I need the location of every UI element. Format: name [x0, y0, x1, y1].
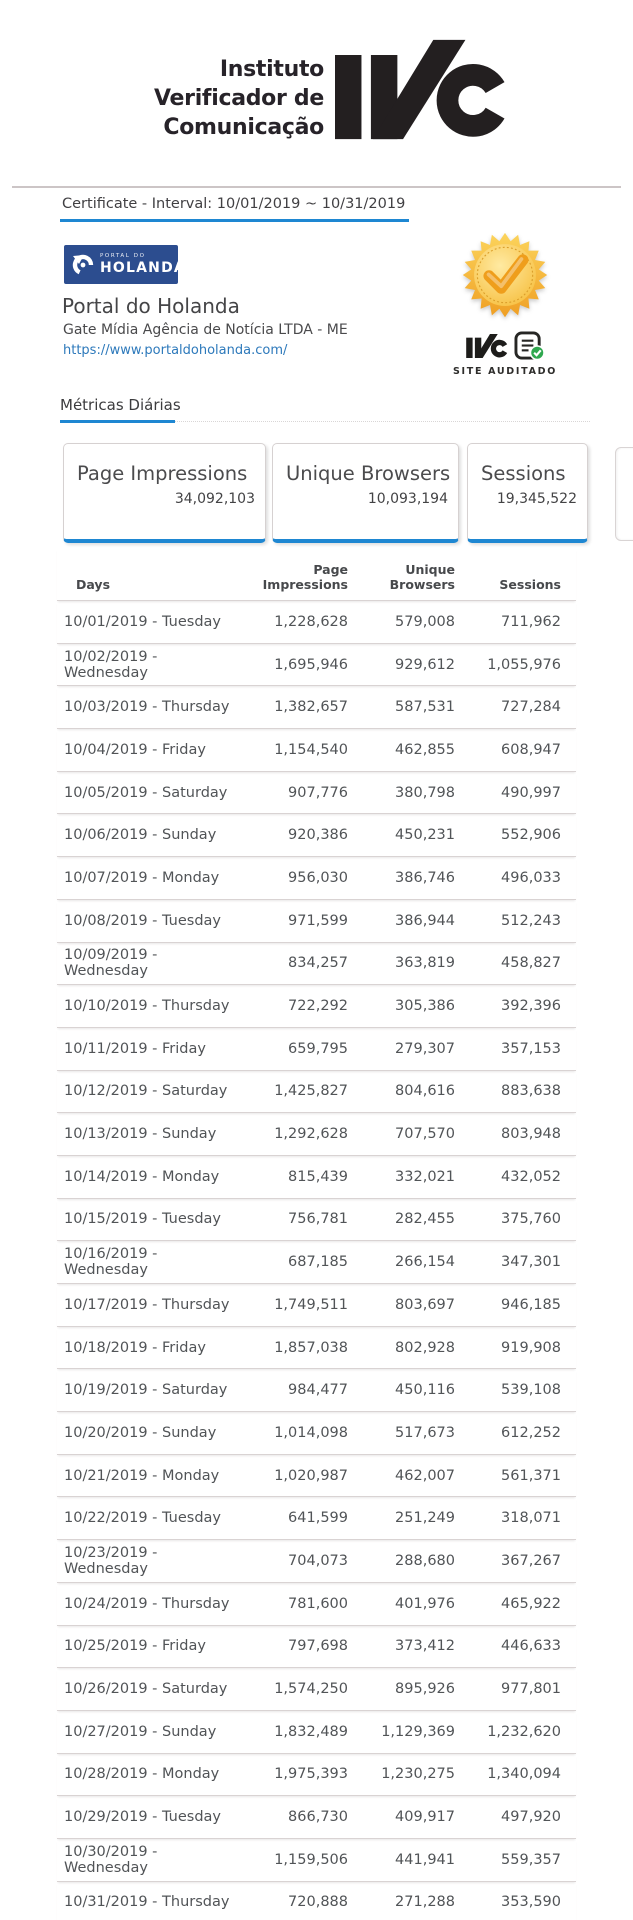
table-row	[57, 943, 576, 986]
row-value: 1,129,369	[381, 1723, 455, 1740]
row-day: 10/04/2019 - Friday	[64, 741, 206, 758]
certificate-title	[60, 193, 409, 222]
divider	[12, 186, 621, 188]
row-value: 1,574,250	[274, 1681, 348, 1698]
row-value: 929,612	[395, 656, 455, 673]
row-value: 984,477	[288, 1382, 348, 1399]
ivc-logo-text-line1: Instituto	[219, 57, 324, 82]
row-day: 10/07/2019 - Monday	[64, 869, 220, 886]
row-value: 704,073	[288, 1552, 348, 1569]
ivc-header-logo	[0, 38, 633, 142]
row-value: 392,396	[501, 998, 561, 1015]
row-day: 10/12/2019 - Saturday	[64, 1083, 228, 1100]
row-day: 10/15/2019 - Tuesday	[64, 1211, 222, 1228]
row-value: 496,033	[501, 869, 561, 886]
row-value: 895,926	[395, 1681, 455, 1698]
table-row	[57, 1156, 576, 1199]
row-value: 375,760	[501, 1211, 561, 1228]
row-value: 1,292,628	[274, 1126, 348, 1143]
row-value: 1,228,628	[274, 613, 348, 630]
row-value: 432,052	[501, 1168, 561, 1185]
row-value: 271,288	[395, 1894, 455, 1911]
row-value: 956,030	[288, 869, 348, 886]
table-row	[57, 1071, 576, 1114]
row-day: 10/02/2019 - Wednesday	[64, 648, 158, 681]
row-day: 10/18/2019 - Friday	[64, 1339, 206, 1356]
row-day: 10/05/2019 - Saturday	[64, 784, 228, 801]
holanda-swirl-icon	[71, 253, 95, 277]
row-value: 711,962	[501, 613, 561, 630]
ivc-seal-logo-icon	[466, 334, 508, 358]
row-value: 797,698	[288, 1638, 348, 1655]
col-header-page-impressions: Page Impressions	[262, 562, 348, 592]
ivc-logo-text-line2: Verificador de	[154, 86, 324, 111]
row-value: 367,267	[501, 1552, 561, 1569]
row-day: 10/11/2019 - Friday	[64, 1040, 206, 1057]
row-value: 883,638	[501, 1083, 561, 1100]
row-value: 1,055,976	[487, 656, 561, 673]
card-value: 34,092,103	[174, 491, 255, 507]
audited-document-icon	[514, 331, 545, 361]
table-row	[57, 772, 576, 815]
row-value: 552,906	[501, 827, 561, 844]
row-value: 401,976	[395, 1595, 455, 1612]
row-value: 803,697	[395, 1296, 455, 1313]
row-value: 490,997	[501, 784, 561, 801]
seal-brand-row	[450, 331, 560, 361]
row-value: 380,798	[395, 784, 455, 801]
table-row	[57, 857, 576, 900]
row-day: 10/24/2019 - Thursday	[64, 1595, 230, 1612]
row-value: 971,599	[288, 912, 348, 929]
site-company: Gate Mídia Agência de Notícia LTDA - ME	[63, 322, 348, 338]
row-value: 288,680	[395, 1552, 455, 1569]
row-value: 1,230,275	[381, 1766, 455, 1783]
row-value: 1,340,094	[487, 1766, 561, 1783]
table-row	[57, 1455, 576, 1498]
row-day: 10/17/2019 - Thursday	[64, 1296, 230, 1313]
row-value: 727,284	[501, 699, 561, 716]
ivc-logo-text	[154, 55, 324, 142]
row-day: 10/23/2019 - Wednesday	[64, 1544, 158, 1577]
row-value: 462,007	[395, 1467, 455, 1484]
row-value: 512,243	[501, 912, 561, 929]
table-row	[57, 686, 576, 729]
col-header-days: Days	[76, 577, 111, 592]
row-value: 946,185	[501, 1296, 561, 1313]
row-value: 815,439	[288, 1168, 348, 1185]
table-row	[57, 1711, 576, 1754]
row-day: 10/27/2019 - Sunday	[64, 1723, 217, 1740]
row-day: 10/16/2019 - Wednesday	[64, 1246, 158, 1279]
row-value: 920,386	[288, 827, 348, 844]
table-row	[57, 1113, 576, 1156]
table-row	[57, 1369, 576, 1412]
card-sessions[interactable]	[467, 443, 588, 543]
audit-seal	[450, 230, 560, 377]
row-value: 587,531	[395, 699, 455, 716]
row-value: 446,633	[501, 1638, 561, 1655]
card-value: 10,093,194	[367, 491, 448, 507]
holanda-logo-main-text: HOLANDA	[100, 260, 186, 277]
table-row	[57, 1796, 576, 1839]
site-name: Portal do Holanda	[62, 294, 240, 318]
row-day: 10/06/2019 - Sunday	[64, 827, 217, 844]
daily-metrics-table	[57, 548, 576, 1920]
row-value: 641,599	[288, 1510, 348, 1527]
row-value: 497,920	[501, 1809, 561, 1826]
row-day: 10/26/2019 - Saturday	[64, 1681, 228, 1698]
row-value: 279,307	[395, 1040, 455, 1057]
row-day: 10/28/2019 - Monday	[64, 1766, 220, 1783]
row-value: 318,071	[501, 1510, 561, 1527]
row-value: 353,590	[501, 1894, 561, 1911]
seal-caption: SITE AUDITADO	[452, 366, 557, 377]
tab-divider-line	[175, 421, 590, 422]
row-value: 266,154	[395, 1254, 455, 1271]
card-label: Unique Browsers	[286, 462, 451, 485]
card-page-impressions[interactable]	[63, 443, 266, 543]
row-value: 1,695,946	[274, 656, 348, 673]
row-value: 462,855	[395, 741, 455, 758]
row-day: 10/25/2019 - Friday	[64, 1638, 206, 1655]
row-value: 756,781	[288, 1211, 348, 1228]
col-header-sessions: Sessions	[499, 577, 561, 592]
table-row	[57, 1882, 576, 1920]
table-row	[57, 729, 576, 772]
row-value: 465,922	[501, 1595, 561, 1612]
table-row	[57, 1839, 576, 1882]
site-url-link[interactable]: https://www.portaldoholanda.com/	[63, 343, 288, 358]
ivc-logo-text-line3: Comunicação	[163, 115, 324, 140]
row-value: 1,975,393	[274, 1766, 348, 1783]
row-value: 517,673	[395, 1424, 455, 1441]
card-label: Page Impressions	[77, 462, 248, 485]
row-day: 10/31/2019 - Thursday	[64, 1894, 230, 1911]
table-row	[57, 1754, 576, 1797]
row-value: 347,301	[501, 1254, 561, 1271]
row-day: 10/22/2019 - Tuesday	[64, 1510, 222, 1527]
table-row	[57, 1626, 576, 1669]
holanda-logo-small-text: PORTAL DO	[100, 252, 146, 259]
col-header-unique-browsers: Unique Browsers	[389, 562, 455, 592]
tab-active-underline	[60, 420, 175, 423]
row-value: 561,371	[501, 1467, 561, 1484]
row-value: 357,153	[501, 1040, 561, 1057]
row-value: 409,917	[395, 1809, 455, 1826]
row-day: 10/14/2019 - Monday	[64, 1168, 220, 1185]
row-value: 707,570	[395, 1126, 455, 1143]
row-value: 1,020,987	[274, 1467, 348, 1484]
row-value: 373,412	[395, 1638, 455, 1655]
row-value: 720,888	[288, 1894, 348, 1911]
summary-cards	[63, 443, 588, 543]
row-value: 1,159,506	[274, 1851, 348, 1868]
tab-metricas-diarias[interactable]: Métricas Diárias	[60, 396, 181, 414]
table-row	[57, 1497, 576, 1540]
table-row	[57, 1583, 576, 1626]
row-value: 1,014,098	[274, 1424, 348, 1441]
table-row	[57, 1412, 576, 1455]
row-value: 687,185	[288, 1254, 348, 1271]
row-value: 1,232,620	[487, 1723, 561, 1740]
table-row	[57, 1327, 576, 1370]
card-label: Sessions	[481, 462, 566, 485]
row-value: 919,908	[501, 1339, 561, 1356]
table-body	[57, 601, 576, 1920]
row-day: 10/09/2019 - Wednesday	[64, 947, 158, 980]
table-row	[57, 985, 576, 1028]
row-value: 363,819	[395, 955, 455, 972]
row-value: 332,021	[395, 1168, 455, 1185]
holanda-logo-words	[100, 254, 186, 276]
card-partial-next	[615, 447, 633, 541]
row-day: 10/13/2019 - Sunday	[64, 1126, 217, 1143]
row-value: 722,292	[288, 998, 348, 1015]
row-value: 386,746	[395, 869, 455, 886]
table-header-row	[57, 548, 576, 601]
row-value: 608,947	[501, 741, 561, 758]
row-day: 10/30/2019 - Wednesday	[64, 1843, 158, 1876]
certificate-title-text: Certificate - Interval: 10/01/2019 ~ 10/31/2019	[60, 196, 409, 222]
row-value: 305,386	[395, 998, 455, 1015]
row-value: 386,944	[395, 912, 455, 929]
row-value: 804,616	[395, 1083, 455, 1100]
row-value: 1,382,657	[274, 699, 348, 716]
ivc-logo-icon	[335, 38, 507, 141]
row-value: 866,730	[288, 1809, 348, 1826]
table-row	[57, 1028, 576, 1071]
row-value: 251,249	[395, 1510, 455, 1527]
row-value: 559,357	[501, 1851, 561, 1868]
row-value: 1,832,489	[274, 1723, 348, 1740]
row-day: 10/21/2019 - Monday	[64, 1467, 220, 1484]
row-value: 834,257	[288, 955, 348, 972]
row-value: 612,252	[501, 1424, 561, 1441]
table-row	[57, 900, 576, 943]
row-day: 10/03/2019 - Thursday	[64, 699, 230, 716]
card-unique-browsers[interactable]	[272, 443, 459, 543]
row-value: 977,801	[501, 1681, 561, 1698]
table-row	[57, 1241, 576, 1284]
row-value: 803,948	[501, 1126, 561, 1143]
row-value: 802,928	[395, 1339, 455, 1356]
row-value: 907,776	[288, 784, 348, 801]
row-value: 441,941	[395, 1851, 455, 1868]
row-value: 1,154,540	[274, 741, 348, 758]
row-value: 1,749,511	[274, 1296, 348, 1313]
table-row	[57, 1284, 576, 1327]
row-day: 10/20/2019 - Sunday	[64, 1424, 217, 1441]
row-day: 10/01/2019 - Tuesday	[64, 613, 222, 630]
row-day: 10/10/2019 - Thursday	[64, 998, 230, 1015]
table-row	[57, 814, 576, 857]
portal-holanda-logo	[64, 245, 186, 284]
row-value: 539,108	[501, 1382, 561, 1399]
row-value: 579,008	[395, 613, 455, 630]
row-day: 10/19/2019 - Saturday	[64, 1382, 228, 1399]
row-value: 659,795	[288, 1040, 348, 1057]
row-value: 458,827	[501, 955, 561, 972]
row-value: 781,600	[288, 1595, 348, 1612]
row-value: 1,425,827	[274, 1083, 348, 1100]
table-row	[57, 644, 576, 687]
table-row	[57, 601, 576, 644]
table-row	[57, 1668, 576, 1711]
gold-seal-icon	[458, 230, 552, 320]
table-row	[57, 1199, 576, 1242]
card-value: 19,345,522	[496, 491, 577, 507]
row-day: 10/08/2019 - Tuesday	[64, 912, 222, 929]
row-value: 1,857,038	[274, 1339, 348, 1356]
row-value: 282,455	[395, 1211, 455, 1228]
row-value: 450,231	[395, 827, 455, 844]
table-row	[57, 1540, 576, 1583]
row-day: 10/29/2019 - Tuesday	[64, 1809, 222, 1826]
row-value: 450,116	[395, 1382, 455, 1399]
